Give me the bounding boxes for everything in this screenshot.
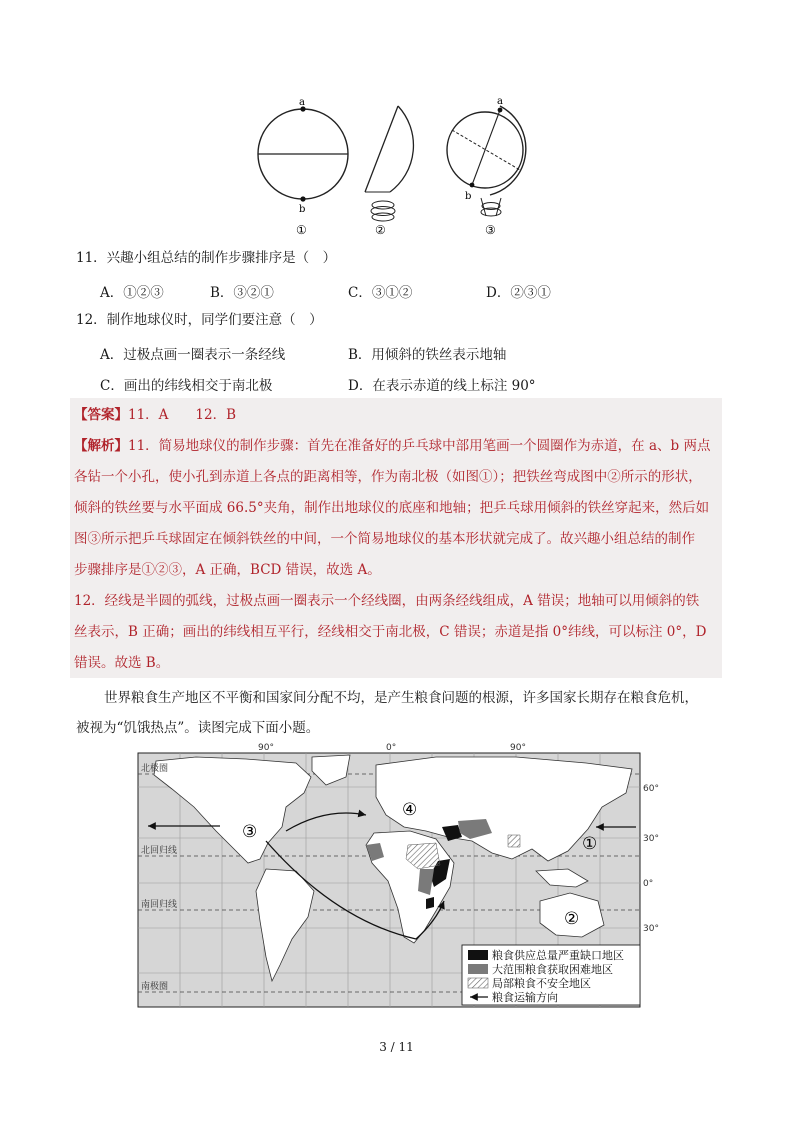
legend-label-severe: 粮食供应总量严重缺口地区: [492, 949, 624, 962]
figure-1-caption: ①: [296, 223, 307, 237]
legend-label-transport: 粮食运输方向: [492, 991, 558, 1004]
lon-label-90e: 90°: [510, 743, 526, 753]
map-marker-4: ④: [402, 800, 418, 820]
analysis-line-6: 12．经线是半圆的弧线，过极点画一圈表示一个经线圈，由两条经线组成，A 错误；地轴可以用倾斜的铁: [74, 593, 700, 609]
page-number: 3 / 11: [379, 1040, 414, 1054]
legend-swatch-local: [468, 978, 488, 988]
line-label-arctic: 北极圈: [141, 764, 169, 774]
world-food-map: [136, 741, 666, 1009]
figure-2-caption: ②: [375, 223, 386, 237]
analysis-line-3: 倾斜的铁丝要与水平面成 66.5°夹角，制作出地球仪的底座和地轴；把乒乓球用倾斜的铁丝穿起来，然后如: [74, 500, 710, 516]
map-marker-3: ③: [242, 822, 258, 842]
lat-label-30s: 30°: [643, 924, 659, 934]
region-severe-south: [426, 897, 434, 909]
question-12-option-a: A．过极点画一圈表示一条经线: [100, 347, 286, 363]
figure-1-ball: [258, 106, 348, 201]
intro-line-1: 世界粮食生产地区不平衡和国家间分配不均，是产生粮食问题的根源，许多国家长期存在粮食危机，: [104, 690, 698, 706]
analysis-line-8: 错误。故选 B。: [74, 655, 170, 671]
map-marker-1: ①: [582, 834, 598, 854]
intro-paragraph: [76, 683, 726, 743]
legend-label-local: 局部粮食不安全地区: [492, 977, 591, 990]
analysis-line-1: [74, 431, 724, 462]
lat-label-60n: 60°: [643, 784, 659, 794]
question-12-stem: 12．制作地球仪时，同学们要注意（ ）: [76, 312, 323, 328]
intro-line-2: 被视为“饥饿热点”。读图完成下面小题。: [76, 720, 320, 736]
question-12-option-d: D．在表示赤道的线上标注 90°: [348, 378, 536, 394]
question-11-stem: 11．兴趣小组总结的制作步骤排序是（ ）: [76, 250, 337, 266]
question-12-option-c: C．画出的纬线相交于南北极: [100, 378, 273, 394]
lat-label-0: 0°: [643, 879, 654, 889]
line-label-tropic-south: 南回归线: [141, 900, 178, 910]
figure-3-label-a: a: [497, 96, 503, 107]
map-marker-2: ②: [564, 909, 580, 929]
analysis-line-5: 步骤排序是①②③，A 正确，BCD 错误，故选 A。: [74, 562, 381, 578]
figure-3-caption: ③: [485, 223, 496, 237]
globe-making-figure: [250, 92, 550, 242]
question-11-option-b: B．③②①: [210, 285, 274, 301]
figure-2-wire: [365, 106, 413, 221]
legend-label-difficult: 大范围粮食获取困难地区: [492, 963, 613, 976]
figure-3-globe: [447, 106, 526, 216]
figure-3-label-b: b: [465, 191, 472, 202]
question-11-option-a: A．①②③: [100, 285, 164, 301]
answer-content: 11．A 12．B: [128, 407, 237, 423]
line-label-antarctic: 南极圈: [141, 982, 169, 992]
region-local-insecurity-south-asia: [508, 835, 520, 847]
question-12-option-b: B．用倾斜的铁丝表示地轴: [348, 347, 507, 363]
analysis-text-1: 11．简易地球仪的制作步骤：首先在准备好的乒乓球中部用笔画一个圆圈作为赤道，在 a、b 两点: [128, 438, 711, 454]
answer-tag: 【答案】: [74, 407, 128, 423]
analysis-line-7: 丝表示，B 正确；画出的纬线相互平行，经线相交于南北极，C 错误；赤道是指 0°纬线，可以标注 0°，D: [74, 624, 707, 640]
figure-1-label-b: b: [299, 204, 306, 215]
legend-swatch-severe: [468, 950, 488, 960]
map-legend: [462, 945, 640, 1005]
figure-1-label-a: a: [299, 97, 305, 108]
lat-label-30n: 30°: [643, 834, 659, 844]
line-label-tropic-north: 北回归线: [141, 846, 178, 856]
lon-label-0: 0°: [386, 743, 397, 753]
answer-line: [74, 400, 724, 431]
lon-label-90w: 90°: [258, 743, 274, 753]
answer-block: [74, 400, 724, 679]
question-11-option-d: D．②③①: [486, 285, 551, 301]
question-11-option-c: C．③①②: [348, 285, 413, 301]
analysis-tag: 【解析】: [74, 438, 128, 454]
analysis-line-2: 各钻一个小孔，使小孔到赤道上各点的距离相等，作为南北极（如图①）；把铁丝弯成图中②所示的形状，: [74, 469, 702, 485]
analysis-line-4: 图③所示把乒乓球固定在倾斜铁丝的中间，一个简易地球仪的基本形状就完成了。故兴趣小组总结的制作: [74, 531, 695, 547]
legend-swatch-difficult: [468, 964, 488, 974]
